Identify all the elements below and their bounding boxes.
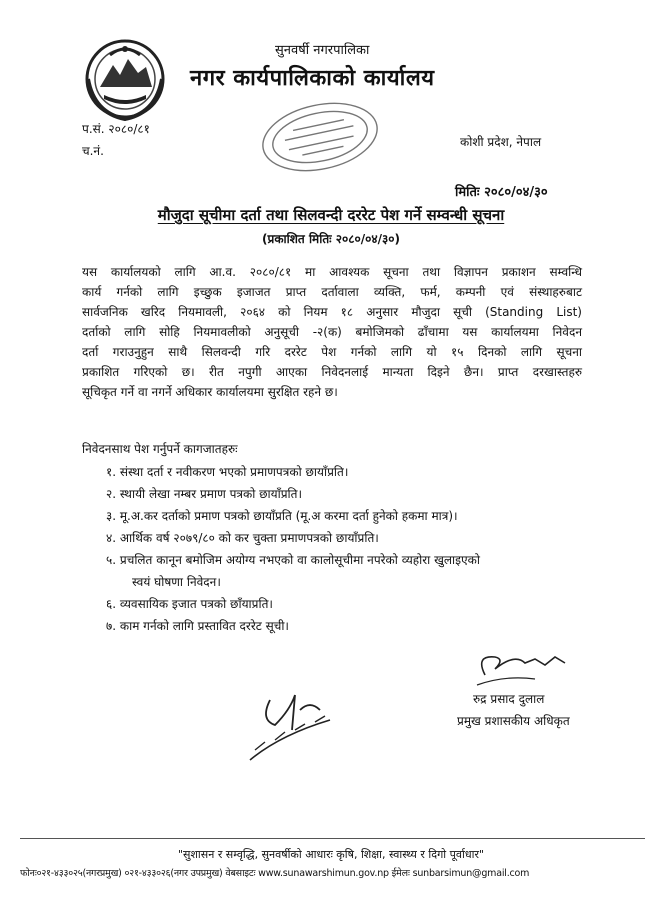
nepal-emblem-icon [80,35,170,123]
body-line: कार्य गर्नको लागि इच्छुक इजाजत प्राप्त दर्तावाला व्यक्ति, फर्म, कम्पनी एवं संस्थाहरुबाट [82,285,582,299]
documents-list [106,461,586,637]
list-item: ७. काम गर्नको लागि प्रस्तावित दररेट सूची। [106,619,289,633]
notice-title: मौजुदा सूचीमा दर्ता तथा सिलवन्दी दररेट पेश गर्ने सम्वन्धी सूचना [157,206,505,224]
list-item: ६. व्यवसायिक इजात पत्रको छाँयाप्रति। [106,597,273,611]
municipality-name: सुनवर्षी नगरपालिका [275,43,370,58]
body-line: प्रकाशित गरिएको छ। रीत नपुगी आएका निवेदनलाई मान्यता दिइने छैन। प्राप्त दरखास्तहरु [82,365,582,379]
list-item: स्वयं घोषणा निवेदन। [132,575,221,589]
documents-heading: निवेदनसाथ पेश गर्नुपर्ने कागजातहरुः [82,442,238,456]
office-name: नगर कार्यपालिकाको कार्यालय [190,66,435,91]
footer-contact: फोनः०२१-४३३०२५(नगरप्रमुख) ०२१-४३३०२६(नगर उपप्रमुख) वेबसाइटः www.sunawarshimun.gov.np ईमेलः sunbarsimun@gmail.com [20,868,530,879]
list-item: २. स्थायी लेखा नम्बर प्रमाण पत्रको छायाँप्रति। [106,487,303,501]
body-line: यस कार्यालयको लागि आ.व. २०८०/८१ मा आवश्यक सूचना तथा विज्ञापन प्रकाशन सम्वन्धि [82,265,582,279]
body-line: दर्ताको लागि सोहि नियमावलीको अनुसूची -२(क) बमोजिमको ढाँचामा यस कार्यालयमा निवेदन [82,325,582,339]
office-stamp-icon [255,95,385,180]
list-item: १. संस्था दर्ता र नवीकरण भएको प्रमाणपत्रको छायाँप्रति। [106,465,349,479]
handwritten-sign-icon [240,680,350,770]
notice-date: मितिः २०८०/०४/३० [455,185,548,200]
footer-divider [20,838,645,839]
footer-motto: "सुशासन र सम्वृद्धि, सुनवर्षीको आधारः कृषि, शिक्षा, स्वास्थ्य र दिगो पूर्वाधार" [177,848,485,861]
body-line: सार्वजनिक खरिद नियमावली, २०६४ को नियम १८ अनुसार मौजुदा सूची (Standing List) [82,305,582,319]
list-item: ५. प्रचलित कानून बमोजिम अयोग्य नभएको वा कालोसूचीमा नपरेको व्यहोरा खुलाइएको [106,553,480,567]
dispatch-number: च.नं. [82,144,104,158]
notice-body [82,262,582,402]
list-item: ३. मू.अ.कर दर्ताको प्रमाण पत्रको छायाँप्रति (मू.अ करमा दर्ता हुनेको हकमा मात्र)। [106,509,458,523]
list-item: ४. आर्थिक वर्ष २०७९/८० को कर चुक्ता प्रमाणपत्रको छायाँप्रति। [106,531,379,545]
body-line: सूचिकृत गर्ने वा नगर्ने अधिकार कार्यालयमा सुरक्षित रहने छ। [82,385,338,399]
province-address: कोशी प्रदेश, नेपाल [460,135,542,149]
reference-number: प.सं. २०८०/८१ [82,122,150,136]
signatory-title: प्रमुख प्रशासकीय अधिकृत [457,714,570,728]
published-date: (प्रकाशित मितिः २०८०/०४/३०) [262,232,400,246]
body-line: दर्ता गराउनुहुन साथै सिलवन्दी गरि दररेट पेश गर्नको लागि यो १५ दिनको लागि सूचना [82,345,582,359]
signatory-name: रुद्र प्रसाद दुलाल [473,692,545,706]
